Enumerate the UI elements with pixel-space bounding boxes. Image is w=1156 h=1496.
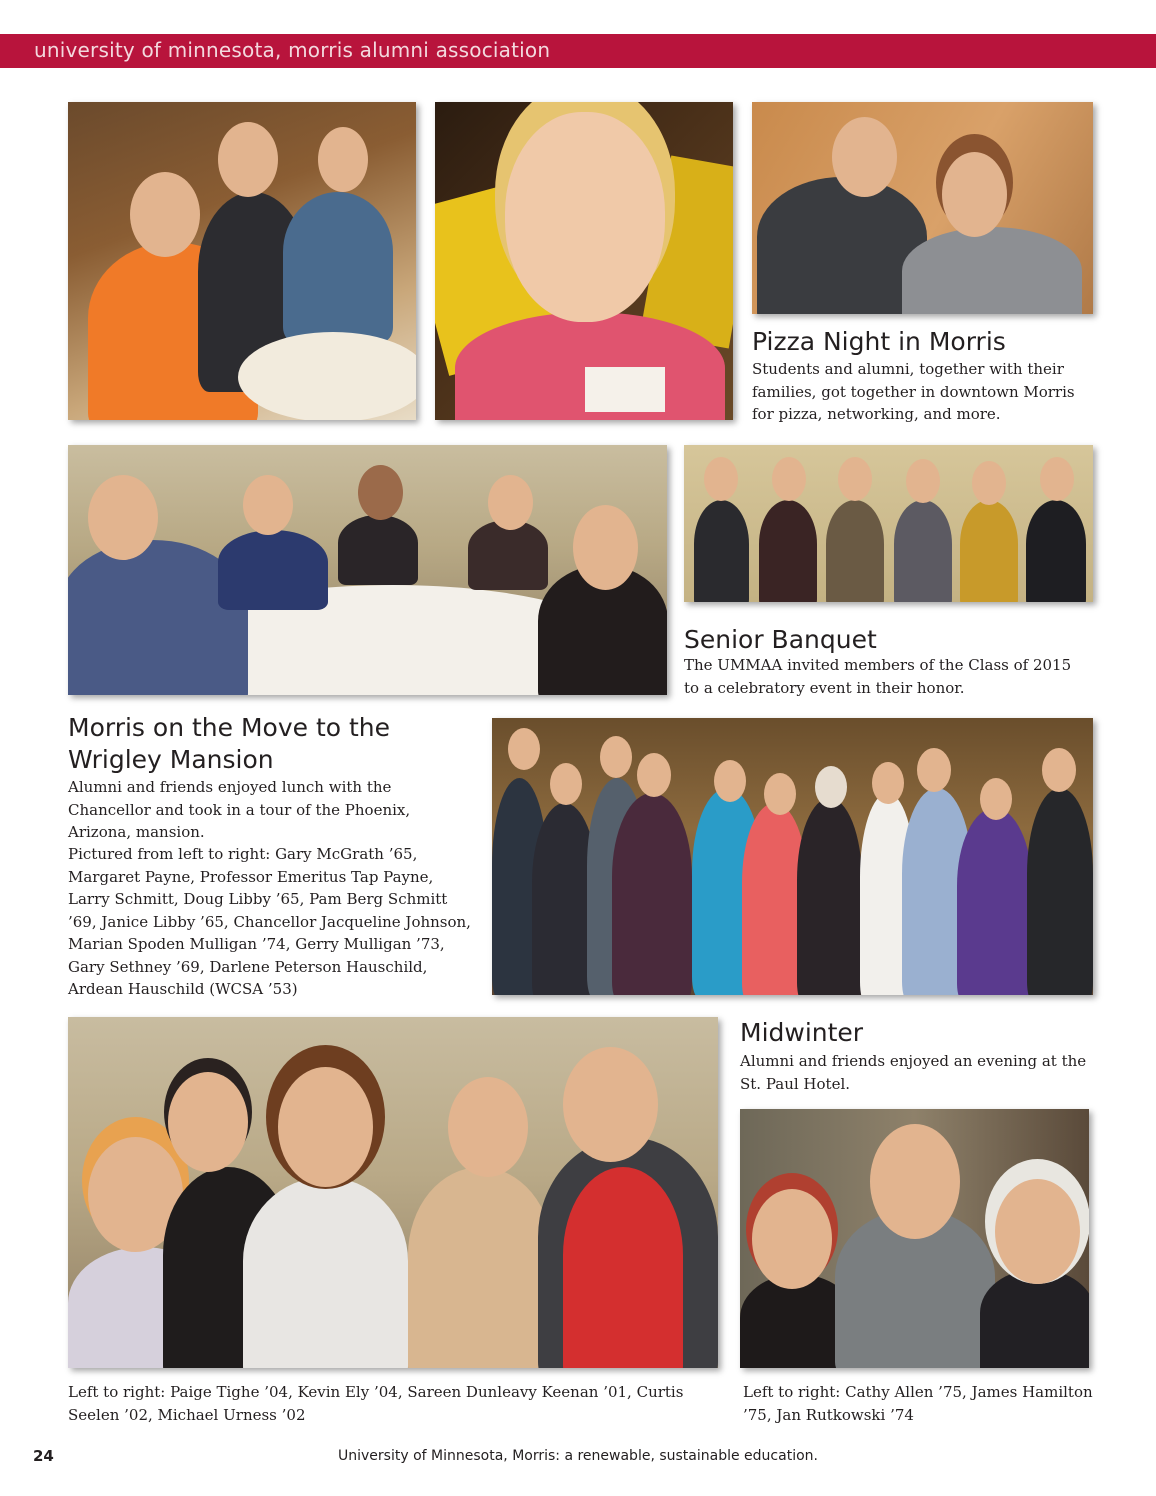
midwinter-description: Alumni and friends enjoyed an evening at the St. Paul Hotel. [740, 1052, 1087, 1093]
photo-banquet-table [68, 445, 667, 695]
photo-pizza-students [68, 102, 416, 420]
wrigley-heading-line2: Wrigley Mansion [68, 745, 274, 774]
wrigley-pictured-list: Pictured from left to right: Gary McGrath ’65, Margaret Payne, Professor Emeritus Tap Payne, Larry Schmitt, Doug Libby ’65, Pam Berg Schmitt ’69, Janice Libby ’65, Chancellor Jacqueline Johnson, Marian Spoden Mulligan ’74, Gerry Mulligan ’73, Gary Sethney ’69, Darlene Peterson Hauschild, Ardean Hauschild (WCSA ’53) [68, 845, 471, 998]
header-banner [0, 34, 1156, 68]
midwinter-caption-right: Left to right: Cathy Allen ’75, James Hamilton ’75, Jan Rutkowski ’74 [743, 1383, 1093, 1424]
page-number: 24 [33, 1447, 54, 1465]
pizza-night-heading: Pizza Night in Morris [752, 327, 1006, 356]
footer-tagline: University of Minnesota, Morris: a renewable, sustainable education. [338, 1448, 818, 1464]
senior-banquet-heading: Senior Banquet [684, 625, 877, 654]
photo-pizza-girl [435, 102, 733, 420]
wrigley-heading-line1: Morris on the Move to the [68, 713, 391, 742]
photo-midwinter-group [68, 1017, 718, 1368]
midwinter-caption-left: Left to right: Paige Tighe ’04, Kevin Ely ’04, Sareen Dunleavy Keenan ’01, Curtis Seelen ’02, Michael Urness ’02 [68, 1383, 684, 1424]
senior-banquet-description: The UMMAA invited members of the Class of 2015 to a celebratory event in their honor. [684, 656, 1072, 697]
banner-title: university of minnesota, morris alumni association [34, 38, 551, 62]
photo-senior-banquet-group [684, 445, 1093, 602]
pizza-night-description: Students and alumni, together with their families, got together in downtown Morris for pizza, networking, and more. [752, 360, 1075, 423]
midwinter-heading: Midwinter [740, 1018, 864, 1047]
photo-pizza-couple [752, 102, 1093, 314]
wrigley-description: Alumni and friends enjoyed lunch with the Chancellor and took in a tour of the Phoenix, Arizona, mansion. [68, 778, 411, 841]
photo-midwinter-trio [740, 1109, 1089, 1368]
photo-wrigley-group [492, 718, 1093, 995]
